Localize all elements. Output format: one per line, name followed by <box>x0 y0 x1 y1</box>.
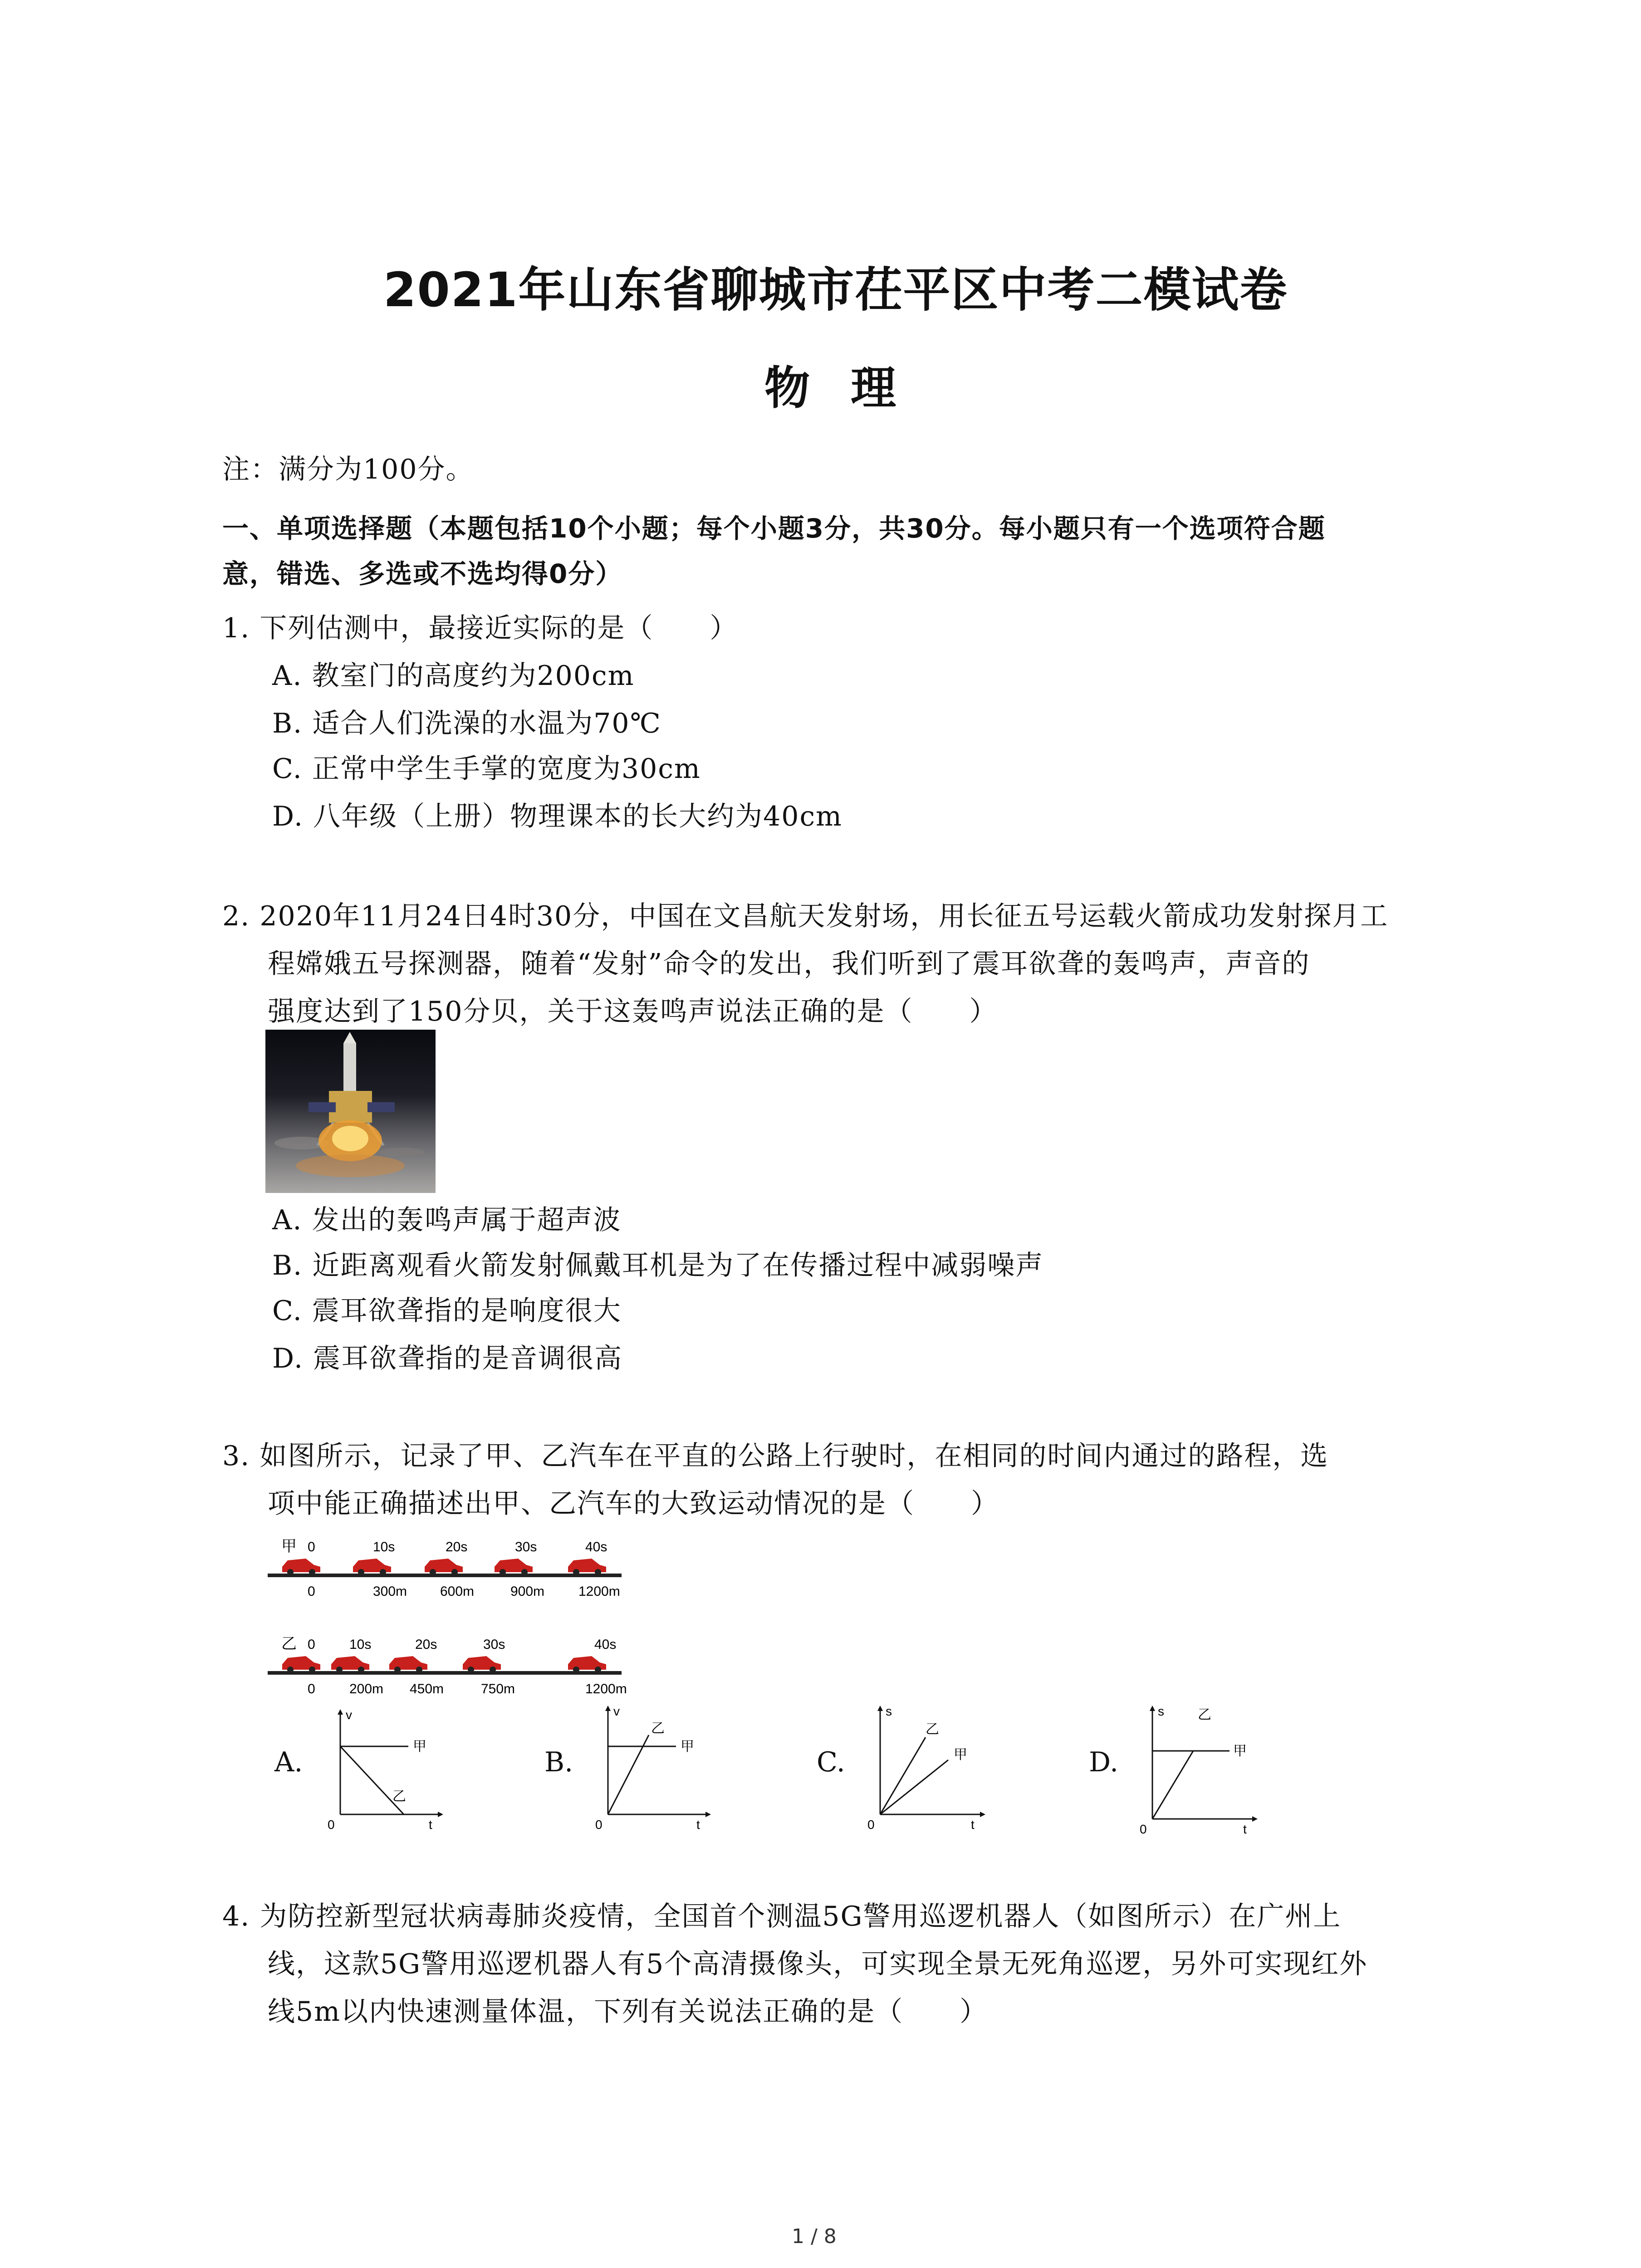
car-jia-dist-0: 0 <box>308 1584 315 1599</box>
car-yi-dist-0: 0 <box>308 1681 315 1696</box>
car-yi-dist-1200m: 1200m <box>585 1681 627 1696</box>
svg-text:乙: 乙 <box>1198 1707 1211 1722</box>
svg-text:t: t <box>429 1818 432 1832</box>
q2-stem-line3: 强度达到了150分贝，关于这轰鸣声说法正确的是（ ） <box>268 996 998 1027</box>
svg-text:0: 0 <box>328 1818 335 1832</box>
q2-option-d: D. 震耳欲聋指的是音调很高 <box>272 1343 623 1374</box>
q3-option-d-graph <box>1130 1701 1261 1837</box>
q3-option-a-letter: A. <box>274 1746 303 1778</box>
q3-stem-line1: 3. 如图所示，记录了甲、乙汽车在平直的公路上行驶时，在相同的时间内通过的路程，选 <box>222 1440 1329 1472</box>
subject-title: 物理 <box>764 362 937 415</box>
car-jia-dist-300m: 300m <box>373 1584 407 1599</box>
car-jia-dist-600m: 600m <box>440 1584 475 1599</box>
svg-text:甲: 甲 <box>954 1747 967 1762</box>
q1-option-c: C. 正常中学生手掌的宽度为30cm <box>272 753 701 785</box>
car-jia-time-30s: 30s <box>515 1540 537 1554</box>
q2-stem-line1: 2. 2020年11月24日4时30分，中国在文昌航天发射场，用长征五号运载火箭成功发射探月工 <box>222 900 1389 932</box>
q1-option-d: D. 八年级（上册）物理课本的长大约为40cm <box>272 801 843 832</box>
exam-title: 2021年山东省聊城市茌平区中考二模试卷 <box>383 262 1288 318</box>
car-jia-4 <box>568 1559 606 1575</box>
svg-text:t: t <box>696 1818 700 1832</box>
svg-text:v: v <box>613 1704 620 1718</box>
car-yi-time-40s: 40s <box>594 1637 617 1652</box>
svg-text:乙: 乙 <box>651 1721 665 1736</box>
q1-option-b: B. 适合人们洗澡的水温为70℃ <box>272 708 661 739</box>
car-jia-dist-900m: 900m <box>510 1584 545 1599</box>
q3-option-c-graph <box>857 1701 989 1833</box>
q3-option-a-graph <box>318 1706 445 1833</box>
car-yi-2 <box>389 1656 427 1673</box>
q2-option-c: C. 震耳欲聋指的是响度很大 <box>272 1295 622 1327</box>
q4-stem-line3: 线5m以内快速测量体温，下列有关说法正确的是（ ） <box>268 1996 988 2028</box>
car-yi-dist-750m: 750m <box>481 1681 515 1696</box>
car-jia-dist-1200m: 1200m <box>578 1584 620 1599</box>
car-yi-dist-200m: 200m <box>349 1681 384 1696</box>
car-yi-label: 乙 <box>281 1635 297 1652</box>
car-yi-time-0: 0 <box>308 1637 315 1652</box>
car-yi-time-10s: 10s <box>349 1637 372 1652</box>
svg-text:0: 0 <box>1140 1822 1147 1836</box>
svg-text:甲: 甲 <box>1233 1744 1247 1759</box>
car-yi-0 <box>282 1656 320 1673</box>
car-yi-dist-450m: 450m <box>410 1681 444 1696</box>
svg-text:乙: 乙 <box>926 1722 939 1737</box>
q4-stem-line1: 4. 为防控新型冠状病毒肺炎疫情，全国首个测温5G警用巡逻机器人（如图所示）在广州上 <box>222 1901 1342 1932</box>
score-note: 注：满分为100分。 <box>222 454 474 485</box>
q3-option-c-letter: C. <box>817 1746 845 1778</box>
car-jia-2 <box>425 1559 463 1575</box>
q4-stem-line2: 线，这款5G警用巡逻机器人有5个高清摄像头，可实现全景无死角巡逻，另外可实现红外 <box>268 1948 1368 1980</box>
svg-text:0: 0 <box>595 1818 603 1832</box>
car-jia-label: 甲 <box>281 1538 297 1555</box>
car-yi-3 <box>463 1656 501 1673</box>
q3-stem-line2: 项中能正确描述出甲、乙汽车的大致运动情况的是（ ） <box>268 1488 999 1520</box>
page-number: 1 / 8 <box>792 2225 837 2248</box>
q3-option-d-letter: D. <box>1089 1746 1119 1778</box>
svg-text:甲: 甲 <box>413 1739 426 1754</box>
car-yi-time-20s: 20s <box>415 1637 437 1652</box>
q2-stem-line2: 程嫦娥五号探测器，随着“发射”命令的发出，我们听到了震耳欲聋的轰鸣声，声音的 <box>268 948 1310 980</box>
q1-option-a: A. 教室门的高度约为200cm <box>272 660 635 692</box>
car-yi-4 <box>568 1656 606 1673</box>
svg-text:0: 0 <box>867 1818 875 1832</box>
car-jia-3 <box>495 1559 533 1575</box>
q3-option-b-graph <box>585 1701 712 1833</box>
svg-text:s: s <box>886 1704 892 1718</box>
car-yi-1 <box>331 1656 369 1673</box>
car-jia-time-0: 0 <box>308 1540 315 1554</box>
section-heading-line2: 意，错选、多选或不选均得0分） <box>222 558 623 589</box>
svg-text:甲: 甲 <box>681 1739 694 1754</box>
car-jia-time-20s: 20s <box>446 1540 468 1554</box>
lunar-lander-photo <box>265 1030 436 1193</box>
car-jia-time-40s: 40s <box>585 1540 607 1554</box>
svg-text:v: v <box>346 1708 352 1722</box>
svg-text:s: s <box>1158 1704 1164 1718</box>
car-yi-time-30s: 30s <box>483 1637 505 1652</box>
svg-text:t: t <box>1243 1822 1247 1836</box>
svg-text:t: t <box>971 1818 975 1832</box>
car-jia-time-10s: 10s <box>373 1540 395 1554</box>
q1-stem: 1. 下列估测中，最接近实际的是（ ） <box>222 612 738 644</box>
car-motion-diagram <box>254 1529 653 1710</box>
section-heading-line1: 一、单项选择题（本题包括10个小题；每个小题3分，共30分。每小题只有一个选项符合题 <box>222 513 1326 544</box>
car-jia-1 <box>353 1559 391 1575</box>
car-jia-0 <box>282 1559 320 1575</box>
q3-option-b-letter: B. <box>544 1746 573 1778</box>
svg-text:乙: 乙 <box>392 1789 406 1804</box>
q2-option-a: A. 发出的轰鸣声属于超声波 <box>272 1204 622 1236</box>
q2-option-b: B. 近距离观看火箭发射佩戴耳机是为了在传播过程中减弱噪声 <box>272 1250 1044 1281</box>
